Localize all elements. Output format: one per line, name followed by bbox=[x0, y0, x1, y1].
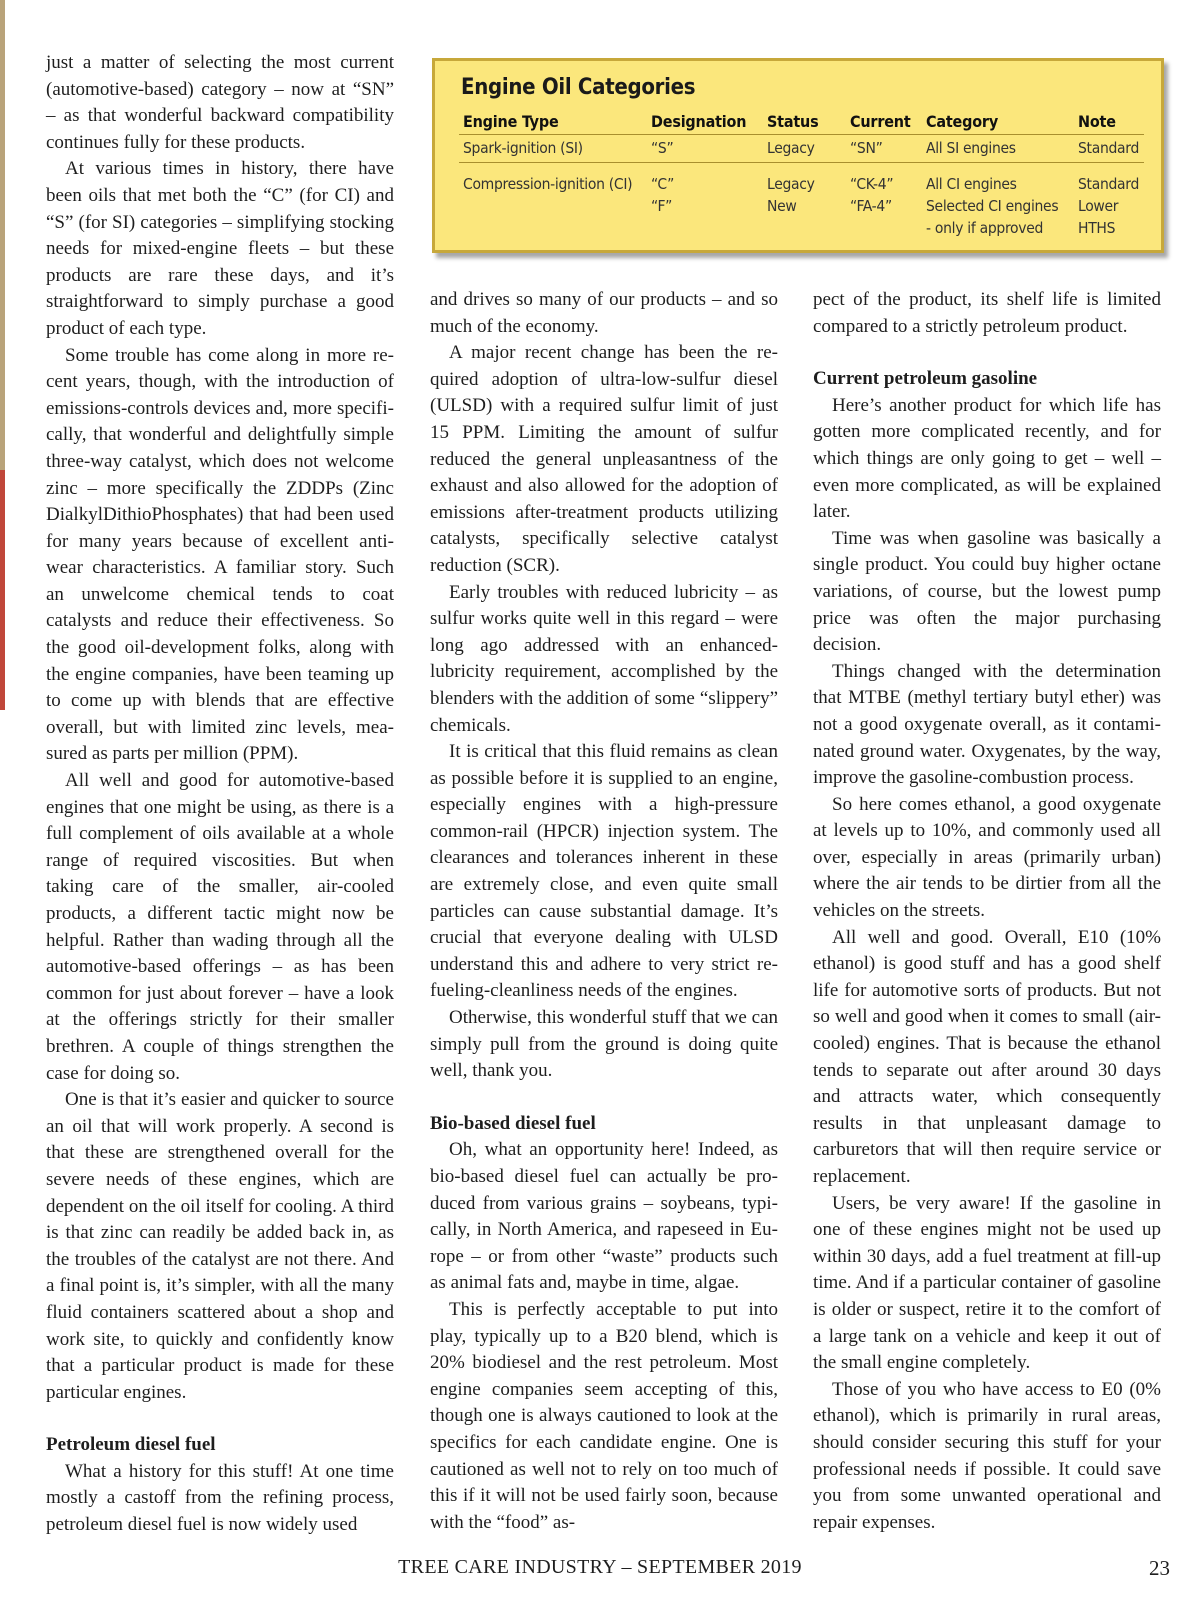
article-column-1 bbox=[46, 50, 394, 1539]
cell-current: “SN” bbox=[846, 135, 922, 163]
section-heading-current-gasoline: Current petroleum gasoline bbox=[813, 368, 1038, 390]
page-number: 23 bbox=[1149, 1556, 1170, 1580]
cell-line: “F” bbox=[651, 197, 673, 215]
cell-engine-type: Compression-ignition (CI) bbox=[463, 175, 633, 193]
article-column-2 bbox=[430, 287, 778, 1536]
cell-line: “C” bbox=[651, 175, 675, 193]
box-title: Engine Oil Categories bbox=[461, 75, 696, 100]
cell-line: Lower HTHS bbox=[1078, 197, 1119, 237]
column-header: Current bbox=[846, 111, 922, 135]
paragraph: At various times in history, there have been oils that met both the “C” (for CI) and “S” (for SI) categories – simplifying stocking needs for mixed-engine fleets – but these products are rare these days, and it’s straightforward to simply purchase a good product of each type. bbox=[46, 158, 394, 339]
cell-category bbox=[922, 163, 1074, 242]
paragraph: Early troubles with reduced lubricity – as sulfur works quite well in this regard – were long ago addressed with an enhanced-lubricity requirement, accomplished by the blenders with the addition of some “slippery” chemicals. bbox=[430, 581, 778, 736]
paragraph: Users, be very aware! If the gasoline in one of these engines might not be used up within 30 days, add a fuel treatment at fill-up time. And if a particular container of gasoline is older or suspect, retire it to the comfort of a large tank on a vehicle and keep it out of the small engine completely. bbox=[813, 1192, 1161, 1374]
cell-current bbox=[846, 163, 922, 242]
article-column-3 bbox=[813, 287, 1161, 1536]
section-heading-petroleum-diesel: Petroleum diesel fuel bbox=[46, 1434, 216, 1456]
paragraph: Time was when gasoline was basically a single product. You could buy higher octane variations, of course, but the lowest pump price was often the major purchasing decision. bbox=[813, 527, 1161, 656]
paragraph: Otherwise, this wonderful stuff that we can simply pull from the ground is doing quite well, thank you. bbox=[430, 1007, 778, 1082]
cell-line: All CI engines bbox=[926, 175, 1017, 193]
column-header: Note bbox=[1074, 111, 1144, 135]
column-header: Category bbox=[922, 111, 1074, 135]
cell-line: New bbox=[767, 197, 797, 215]
paragraph: just a matter of selecting the most current (automotive-based) category – now at “SN” – as that wonderful backward compatibility continues fully for these products. bbox=[46, 52, 394, 153]
cell-status: Legacy bbox=[763, 135, 846, 163]
paragraph: Things changed with the determination that MTBE (methyl tertiary butyl ether) was not a good oxygenate overall, as it contaminated ground water. Oxygenates, by the way, improve the gasoline-combustion process. bbox=[813, 660, 1161, 789]
column-header: Engine Type bbox=[459, 111, 647, 135]
paragraph: Some trouble has come along in more recent years, though, with the introduction of emissions-controls devices and, more specifically, that wonderful and delightfully simple three-way catalyst, which does not welcome zinc – more specifically the ZDDPs (Zinc DialkylDithioPhosphates) that had been used for many years because of excellent anti-wear characteristics. A familiar story. Such an unwelcome chemical tends to coat catalysts and reduce their effectiveness. So the good oil-development folks, along with the engine companies, have been teaming up to come up with blends that are effective overall, but with limited zinc levels, measured as parts per million (PPM). bbox=[46, 344, 394, 765]
paragraph: This is perfectly acceptable to put into play, typically up to a B20 blend, which is 20% biodiesel and the rest petroleum. Most engine companies seem accepting of this, though one is always cautioned to look at the specifics for each candidate engine. One is cautioned as well not to rely on too much of this if it will not be used fairly soon, because with the “food” as- bbox=[430, 1298, 778, 1533]
engine-oil-categories-box bbox=[432, 58, 1164, 253]
cell-line: Legacy bbox=[767, 175, 815, 193]
paragraph: One is that it’s easier and quicker to source an oil that will work properly. A second is that these are strengthened overall for the severe needs of these engines, which are dependent on the oil itself for cooling. A third is that zinc can readily be added back in, as the troubles of the catalyst are not there. And a final point is, it’s simpler, with all the many fluid containers scattered about a shop and work site, to quickly and confidently know that a particular product is made for these particular engines. bbox=[46, 1089, 394, 1403]
paragraph: All well and good for automotive-based engines that one might be using, as there is a full complement of oils available at a whole range of required viscosities. But when taking care of the smaller, air-cooled products, a different tactic might now be helpful. Rather than wading through all the automotive-based offerings – as has been common for just about forever – have a look at the offerings strictly for their smaller brethren. A couple of things strengthen the case for doing so. bbox=[46, 770, 394, 1084]
paragraph: A major recent change has been the required adoption of ultra-low-sulfur diesel (ULSD) with a required sulfur limit of just 15 PPM. Limiting the amount of sulfur reduced the general unpleasantness of the exhaust and also allowed for the adoption of emissions after-treatment products utilizing catalysts, specifically selective catalyst reduction (SCR). bbox=[430, 342, 778, 576]
paragraph: It is critical that this fluid remains as clean as possible before it is supplied to an engine, especially engines with a high-pressure common-rail (HPCR) injection system. The clearances and tolerances inherent in these are extremely close, and even quite small particles can cause substantial damage. It’s crucial that everyone dealing with ULSD understand this and adhere to very strict refueling-cleanliness needs of the engines. bbox=[430, 741, 778, 1002]
column-header: Designation bbox=[647, 111, 763, 135]
cell-line: Selected CI engines bbox=[926, 197, 1059, 215]
cell-line: Standard bbox=[1078, 175, 1140, 193]
table-row-spark-ignition bbox=[459, 135, 1144, 163]
cell-designation: “S” bbox=[647, 135, 763, 163]
engine-oil-table bbox=[459, 111, 1144, 241]
cell-note bbox=[1074, 163, 1144, 242]
paragraph: All well and good. Overall, E10 (10% ethanol) is good stuff and has a good shelf life for automotive sorts of products. But not so well and good when it comes to small (air-cooled) engines. That is because the ethanol tends to separate out after around 30 days and attracts water, which consequently results in that unpleasant damage to carburetors that will then require service or replacement. bbox=[813, 926, 1161, 1187]
paragraph: Here’s another product for which life has gotten more complicated recently, and for which things are only going to get – well – even more complicated, as will be explained later. bbox=[813, 394, 1161, 523]
section-heading-bio-based-diesel: Bio-based diesel fuel bbox=[430, 1112, 596, 1134]
paragraph: and drives so many of our products – and so much of the economy. bbox=[430, 289, 778, 337]
page-footer: TREE CARE INDUSTRY – SEPTEMBER 2019 bbox=[398, 1556, 802, 1578]
paragraph: pect of the product, its shelf life is limited compared to a strictly petroleum product. bbox=[813, 289, 1161, 337]
cell-designation bbox=[647, 163, 763, 242]
cell-note: Standard bbox=[1074, 135, 1144, 163]
cell-line: - only if approved bbox=[926, 219, 1044, 237]
cell-line: “CK-4” bbox=[850, 175, 894, 193]
table-row-compression-ignition bbox=[459, 163, 1144, 242]
page-edge-decoration-red bbox=[0, 470, 5, 710]
paragraph: Those of you who have access to E0 (0% ethanol), which is primarily in rural areas, should consider securing this stuff for your professional needs if possible. It could save you from some unwanted operational and repair expenses. bbox=[813, 1378, 1161, 1533]
page-edge-decoration bbox=[0, 0, 5, 470]
cell-category: All SI engines bbox=[922, 135, 1074, 163]
cell-line: “FA-4” bbox=[850, 197, 892, 215]
paragraph: What a history for this stuff! At one time mostly a castoff from the refining process, petroleum diesel fuel is now widely used bbox=[46, 1460, 394, 1536]
paragraph: So here comes ethanol, a good oxygenate at levels up to 10%, and commonly used all over, especially in areas (primarily urban) where the air tends to be dirtier from all the vehicles on the streets. bbox=[813, 793, 1161, 922]
cell-status bbox=[763, 163, 846, 242]
table-header-row bbox=[459, 111, 1144, 135]
cell-engine-type: Spark-ignition (SI) bbox=[459, 135, 647, 163]
paragraph: Oh, what an opportunity here! Indeed, as bio-based diesel fuel can actually be produced from various grains – soybeans, typically, in North America, and rapeseed in Europe – or from other “waste” products such as animal fats and, maybe in time, algae. bbox=[430, 1139, 778, 1294]
column-header: Status bbox=[763, 111, 846, 135]
